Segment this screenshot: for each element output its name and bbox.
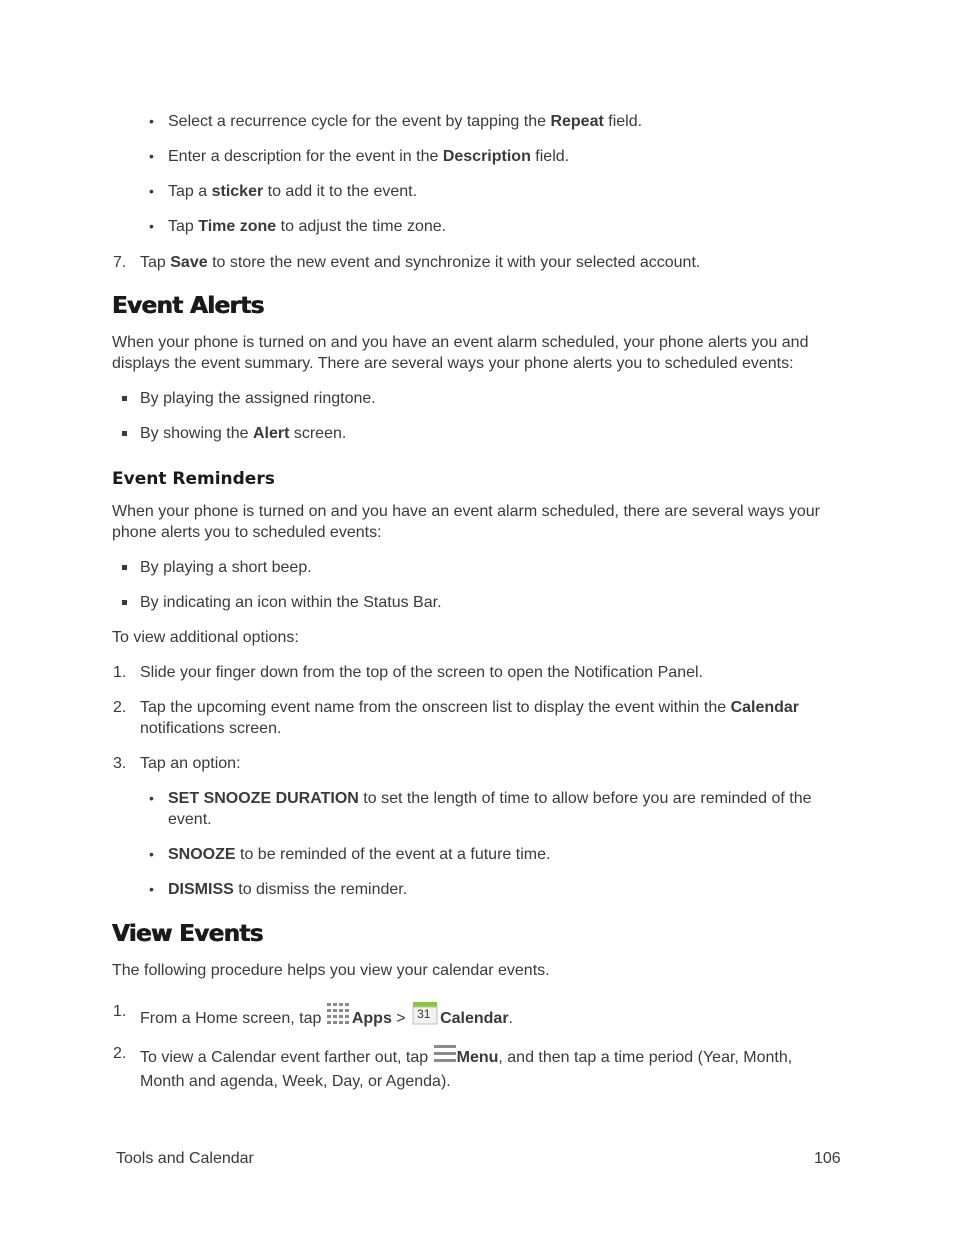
list-item: • Select a recurrence cycle for the event by tapping the Repeat field. (168, 111, 642, 132)
step-7: 7. Tap Save to store the new event and synchronize it with your selected account. (113, 254, 701, 271)
list-item: • SET SNOOZE DURATION to set the length of time to allow before you are reminded of the event. (168, 788, 812, 830)
page-number: 106 (814, 1150, 841, 1167)
heading-event-reminders: Event Reminders (112, 469, 275, 489)
paragraph: The following procedure helps you view your calendar events. (112, 962, 550, 979)
list-item: By indicating an icon within the Status Bar. (140, 594, 442, 611)
heading-view-events: View Events (112, 921, 263, 947)
list-item: • Enter a description for the event in the Description field. (168, 146, 569, 167)
list-item: • DISMISS to dismiss the reminder. (168, 879, 407, 900)
footer-section: Tools and Calendar (116, 1150, 254, 1167)
list-item: • Tap a sticker to add it to the event. (168, 181, 417, 202)
paragraph: When your phone is turned on and you have an event alarm scheduled, there are several ways your phone alerts you to scheduled events: (112, 503, 820, 541)
menu-icon (433, 1043, 457, 1071)
step-1: 1. From a Home screen, tap Apps > 31 Calendar. (140, 1001, 513, 1032)
paragraph: When your phone is turned on and you have an event alarm scheduled, your phone alerts you and displays the event summary. There are several ways your phone alerts you to scheduled events: (112, 334, 809, 372)
step-2: 2. Tap the upcoming event name from the onscreen list to display the event within the Calendar notifications screen. (113, 699, 800, 737)
list-item: By showing the Alert screen. (140, 425, 347, 442)
step-3: 3. Tap an option: (113, 755, 241, 772)
list-item: • SNOOZE to be reminded of the event at a future time. (168, 844, 550, 865)
list-item: By playing the assigned ringtone. (140, 390, 376, 407)
calendar-icon: 31 (412, 1001, 438, 1025)
list-item: By playing a short beep. (140, 559, 312, 576)
heading-event-alerts: Event Alerts (112, 293, 264, 319)
paragraph: To view additional options: (112, 629, 299, 646)
step-1: 1. Slide your finger down from the top of the screen to open the Notification Panel. (113, 664, 703, 681)
step-2: 2. To view a Calendar event farther out, tap Menu, and then tap a time period (Year, Month, Month and agenda, Week, Day, or Agenda). (113, 1045, 793, 1090)
apps-grid-icon (326, 1002, 352, 1032)
list-item: • Tap Time zone to adjust the time zone. (168, 216, 446, 237)
